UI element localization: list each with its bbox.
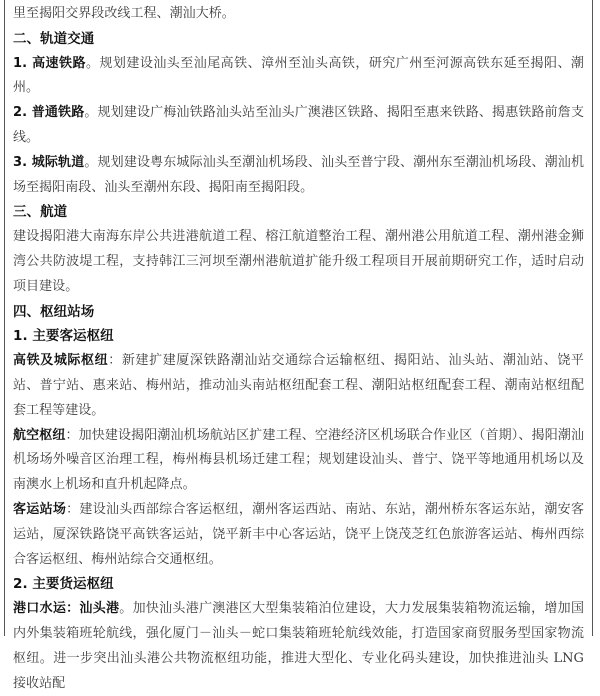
paragraph-passenger-stations: 客运站场：建设汕头西部综合客运枢纽，潮州客运西站、南站、东站，潮州桥东客运东站，潮安客运站，厦深铁路饶平高铁客运站，饶平新丰中心客运站，饶平上饶茂芝红色旅游客运站、梅州西综合客运枢纽、梅州站综合交通枢纽。 <box>13 501 584 567</box>
paragraph-waterways: 建设揭阳港大南海东岸公共进港航道工程、榕江航道整治工程、潮州港公用航道工程、潮州港金狮湾公共防波堤工程，支持韩江三河坝至潮州港航道扩能升级工程项目开展前期研究工作，适时启动项目建设。 <box>13 229 584 294</box>
paragraph-intercity-rail: 3. 城际轨道。规划建设粤东城际汕头至潮汕机场段、汕头至普宁段、潮州东至潮汕机场段、潮汕机场至揭阳南段、汕头至潮州东段、揭阳南至揭阳段。 <box>13 154 584 195</box>
document-page <box>4 0 593 691</box>
paragraph-hsr-intercity-hubs: 高铁及城际枢纽：新建扩建厦深铁路潮汕站交通综合运输枢纽、揭阳站、汕头站、潮汕站、饶平站、普宁站、惠来站、梅州站，推动汕头南站枢纽配套工程、潮阳站枢纽配套工程、潮南站枢纽配套工程等建设。 <box>13 353 584 418</box>
paragraph-continuation: 里至揭阳交界段改线工程、潮汕大桥。 <box>13 6 235 21</box>
subheading-passenger-hubs: 1. 主要客运枢纽 <box>13 328 114 345</box>
lead-label: 港口水运：汕头港 <box>13 601 120 617</box>
lead-label: 高铁及城际枢纽 <box>13 353 109 369</box>
lead-label: 航空枢纽 <box>13 427 66 443</box>
section-heading-waterways: 三、航道 <box>13 204 68 221</box>
paragraph-port-shantou: 港口水运：汕头港。加快汕头港广澳港区大型集装箱泊位建设，大力发展集装箱物流运输，增加国内外集装箱班轮航线，强化厦门－汕头－蛇口集装箱班轮航线效能，打造国家商贸服务型国家物流枢纽。进一步突出汕头港公共物流枢纽功能，推进大型化、专业化码头建设，加快推进汕头 LNG 接收站配 <box>13 601 584 691</box>
paragraph-aviation-hubs: 航空枢纽：加快建设揭阳潮汕机场航站区扩建工程、空港经济区机场联合作业区（首期）、揭阳潮汕机场场外噪音区治理工程，梅州梅县机场迁建工程；规划建设汕头、普宁、饶平等地通用机场以及南澳水上机场和直升机起降点。 <box>13 427 584 493</box>
paragraph-high-speed-rail: 1. 高速铁路。规划建设汕头至汕尾高铁、漳州至汕头高铁，研究广州至河源高铁东延至揭阳、潮州。 <box>13 55 584 96</box>
paragraph-regular-rail: 2. 普通铁路。规划建设广梅汕铁路汕头站至汕头广澳港区铁路、揭阳至惠来铁路、揭惠铁路前詹支线。 <box>13 105 584 145</box>
lead-label: 2. 普通铁路 <box>13 105 85 121</box>
subheading-freight-hubs: 2. 主要货运枢纽 <box>13 576 114 593</box>
section-heading-hubs: 四、枢纽站场 <box>13 303 95 320</box>
lead-label: 1. 高速铁路 <box>13 55 86 71</box>
lead-label: 客运站场 <box>13 501 67 517</box>
section-heading-rail-transit: 二、轨道交通 <box>13 30 95 47</box>
lead-label: 3. 城际轨道 <box>13 154 85 170</box>
